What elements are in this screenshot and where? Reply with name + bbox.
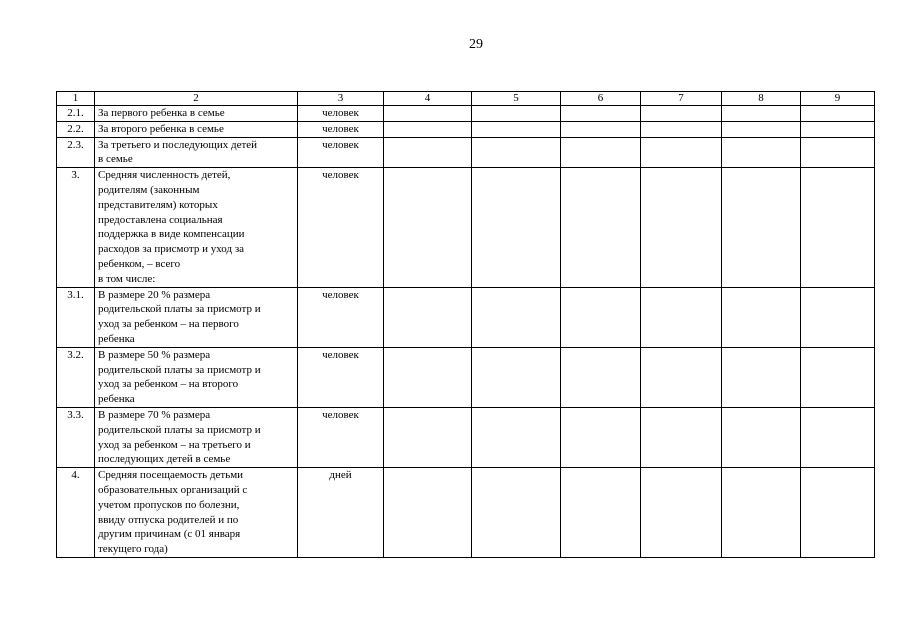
row-description bbox=[95, 407, 298, 467]
column-header: 9 bbox=[801, 92, 875, 106]
empty-cell bbox=[384, 347, 472, 407]
table-row bbox=[57, 168, 875, 287]
empty-cell bbox=[722, 137, 801, 168]
column-header: 8 bbox=[722, 92, 801, 106]
empty-cell bbox=[472, 106, 561, 122]
column-header: 3 bbox=[298, 92, 384, 106]
table-row bbox=[57, 347, 875, 407]
description-line: ребенка bbox=[98, 393, 135, 406]
empty-cell bbox=[722, 287, 801, 347]
description-line: представителям) которых bbox=[98, 198, 218, 211]
description-line: текущего года) bbox=[98, 543, 168, 556]
row-unit: дней bbox=[298, 468, 384, 558]
empty-cell bbox=[722, 347, 801, 407]
description-line: В размере 50 % размера bbox=[98, 348, 211, 361]
description-line: ребенком, – всего bbox=[98, 257, 181, 270]
empty-cell bbox=[384, 121, 472, 137]
empty-cell bbox=[641, 121, 722, 137]
empty-cell bbox=[561, 168, 641, 287]
empty-cell bbox=[561, 121, 641, 137]
empty-cell bbox=[561, 407, 641, 467]
description-line: ребенка bbox=[98, 332, 135, 345]
description-line: уход за ребенком – на второго bbox=[98, 378, 239, 391]
description-line: родителям (законным bbox=[98, 183, 200, 196]
description-line: За третьего и последующих детей bbox=[98, 138, 258, 151]
empty-cell bbox=[801, 168, 875, 287]
description-line: родительской платы за присмотр и bbox=[98, 303, 261, 316]
column-header: 7 bbox=[641, 92, 722, 106]
description-line: расходов за присмотр и уход за bbox=[98, 243, 245, 256]
row-description bbox=[95, 287, 298, 347]
report-body bbox=[57, 92, 875, 558]
empty-cell bbox=[641, 168, 722, 287]
page-number: 29 bbox=[469, 37, 483, 52]
row-unit: человек bbox=[298, 121, 384, 137]
row-number: 4. bbox=[57, 468, 95, 558]
description-line: последующих детей в семье bbox=[98, 453, 231, 466]
table-row bbox=[57, 137, 875, 168]
empty-cell bbox=[801, 106, 875, 122]
empty-cell bbox=[472, 121, 561, 137]
row-unit: человек bbox=[298, 137, 384, 168]
empty-cell bbox=[641, 137, 722, 168]
row-unit: человек bbox=[298, 347, 384, 407]
empty-cell bbox=[561, 106, 641, 122]
row-unit: человек bbox=[298, 407, 384, 467]
description-line: поддержка в виде компенсации bbox=[98, 228, 245, 241]
table-row bbox=[57, 407, 875, 467]
row-number: 3. bbox=[57, 168, 95, 287]
table-row bbox=[57, 106, 875, 122]
description-line: предоставлена социальная bbox=[98, 213, 223, 226]
row-description bbox=[95, 168, 298, 287]
empty-cell bbox=[722, 407, 801, 467]
row-number: 2.2. bbox=[57, 121, 95, 137]
column-header: 2 bbox=[95, 92, 298, 106]
table-header-row bbox=[57, 92, 875, 106]
empty-cell bbox=[384, 168, 472, 287]
description-line: уход за ребенком – на третьего и bbox=[98, 438, 251, 451]
empty-cell bbox=[722, 468, 801, 558]
row-number: 3.3. bbox=[57, 407, 95, 467]
empty-cell bbox=[561, 287, 641, 347]
description-line: уход за ребенком – на первого bbox=[98, 318, 239, 331]
empty-cell bbox=[641, 287, 722, 347]
row-number: 3.2. bbox=[57, 347, 95, 407]
description-line: Средняя посещаемость детьми bbox=[98, 469, 244, 482]
empty-cell bbox=[641, 347, 722, 407]
row-number: 3.1. bbox=[57, 287, 95, 347]
row-description bbox=[95, 347, 298, 407]
empty-cell bbox=[801, 137, 875, 168]
report-table bbox=[56, 91, 875, 558]
empty-cell bbox=[641, 407, 722, 467]
row-unit: человек bbox=[298, 106, 384, 122]
empty-cell bbox=[384, 468, 472, 558]
column-header: 6 bbox=[561, 92, 641, 106]
row-description bbox=[95, 468, 298, 558]
empty-cell bbox=[801, 407, 875, 467]
description-line: другим причинам (с 01 января bbox=[98, 528, 241, 541]
empty-cell bbox=[384, 106, 472, 122]
empty-cell bbox=[384, 137, 472, 168]
empty-cell bbox=[561, 468, 641, 558]
description-line: За второго ребенка в семье bbox=[98, 122, 224, 135]
row-unit: человек bbox=[298, 168, 384, 287]
empty-cell bbox=[722, 168, 801, 287]
empty-cell bbox=[472, 168, 561, 287]
empty-cell bbox=[801, 121, 875, 137]
description-line: в семье bbox=[98, 153, 133, 166]
table-row bbox=[57, 287, 875, 347]
row-description bbox=[95, 106, 298, 122]
empty-cell bbox=[641, 468, 722, 558]
column-header: 5 bbox=[472, 92, 561, 106]
row-number: 2.1. bbox=[57, 106, 95, 122]
empty-cell bbox=[641, 106, 722, 122]
table-row bbox=[57, 468, 875, 558]
empty-cell bbox=[472, 137, 561, 168]
description-line: родительской платы за присмотр и bbox=[98, 423, 261, 436]
table-row bbox=[57, 121, 875, 137]
empty-cell bbox=[561, 137, 641, 168]
empty-cell bbox=[561, 347, 641, 407]
empty-cell bbox=[801, 287, 875, 347]
description-line: в том числе: bbox=[98, 272, 156, 285]
description-line: Средняя численность детей, bbox=[98, 169, 231, 182]
empty-cell bbox=[472, 407, 561, 467]
description-line: За первого ребенка в семье bbox=[98, 107, 225, 119]
column-header: 4 bbox=[384, 92, 472, 106]
row-description bbox=[95, 137, 298, 168]
description-line: учетом пропусков по болезни, bbox=[98, 498, 240, 511]
row-number: 2.3. bbox=[57, 137, 95, 168]
description-line: В размере 70 % размера bbox=[98, 408, 211, 421]
empty-cell bbox=[472, 347, 561, 407]
empty-cell bbox=[722, 121, 801, 137]
empty-cell bbox=[472, 287, 561, 347]
row-unit: человек bbox=[298, 287, 384, 347]
empty-cell bbox=[722, 106, 801, 122]
description-line: образовательных организаций с bbox=[98, 483, 248, 496]
empty-cell bbox=[384, 407, 472, 467]
empty-cell bbox=[384, 287, 472, 347]
description-line: родительской платы за присмотр и bbox=[98, 363, 261, 376]
empty-cell bbox=[472, 468, 561, 558]
row-description bbox=[95, 121, 298, 137]
empty-cell bbox=[801, 347, 875, 407]
description-line: В размере 20 % размера bbox=[98, 288, 211, 301]
description-line: ввиду отпуска родителей и по bbox=[98, 513, 239, 526]
column-header: 1 bbox=[57, 92, 95, 106]
empty-cell bbox=[801, 468, 875, 558]
